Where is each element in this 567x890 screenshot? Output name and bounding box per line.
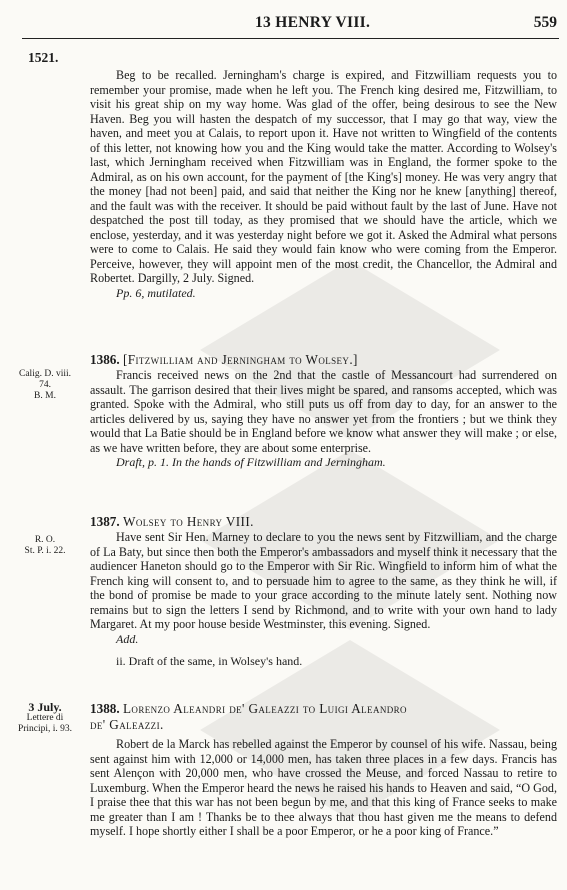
entry-1387-paragraph: Have sent Sir Hen. Marney to declare to you the news sent by Fitzwilliam, and the charge of La Baty, but since then both the Emperor's ambassadors and myself think it necessary that the audiencer Haneton should go to the Emperor with Sir Ric. Wingfield to inform him of what the French king will consent to, and to persuade him to agree to the same, as they think he will, if the bond of promise be made to your grace according to the minute lately sent. Nothing now remains but to sign the letters I send by Richmond, and to write with your own hand to lady Margaret. At my poor house beside Westminster, this evening. Signed.	[90, 530, 557, 631]
entry-1386	[90, 352, 557, 470]
entry-number: 1388.	[90, 701, 120, 716]
entry-number: 1386.	[90, 352, 120, 367]
margin-refs-1387	[6, 535, 84, 557]
ref-1386-line2: 74.	[39, 380, 51, 390]
entry-1387-note: Add.	[116, 631, 139, 646]
entry-1386-heading	[90, 352, 557, 368]
ref-1388-line1: Lettere di	[26, 713, 64, 723]
margin-year	[6, 52, 84, 63]
entry-number: 1387.	[90, 514, 120, 529]
page-header	[0, 14, 567, 36]
entry-1388-heading	[90, 701, 557, 717]
continuation-paragraph: Beg to be recalled. Jerningham's charge is expired, and Fitzwilliam requests you to remember your promise, made when he left you. The French king desired me, Fitzwilliam, to visit his great ship on my way home. Was glad of the offer, being desirous to see the New Haven. Beg you will hasten the despatch of my successor, that I may go that way, view the haven, and meet you at Calais, to report upon it. Have not written to Wingfield of the contents of this letter, not knowing how you and the King would take the matter. According to Wolsey's last, which Jerningham received when Fitzwilliam was in England, the former spoke to the Admiral, as on his own account, for the payment of [the King's] money. He was very angry that the money [had not been] paid, and said that neither the King nor he knew [anything] thereof, and the fault was with the receiver. It should be paid without fault by the last of June. Have not despatched the post till today, as they promised that we should have the article, which we enclose, yesterday, and it was yesterday night before we got it. Asked the Admiral what persons were to come to Calais. He said they would fain know who were coming from the Emperor. Perceive, however, they will appoint men of the most credit, the Chancellor, the Admiral and Robertet. Dargilly, 2 July. Signed.	[90, 68, 557, 285]
continuation-note: Pp. 6, mutilated.	[116, 285, 196, 300]
entry-1387-sub: ii. Draft of the same, in Wolsey's hand.	[116, 654, 303, 668]
ref-1387-line1: R. O.	[34, 535, 56, 545]
entry-1388-heading-line2	[90, 717, 557, 733]
ref-1386-line3: B. M.	[34, 391, 56, 401]
date-1388: 3 July.	[28, 700, 62, 714]
year-label: 1521.	[28, 50, 59, 65]
ref-1388-line2: Principi, i. 93.	[17, 724, 73, 734]
margin-refs-1386	[6, 369, 84, 402]
entry-1387-heading	[90, 514, 557, 530]
running-title: 13 HENRY VIII.	[255, 14, 371, 31]
entry-title: Wolsey to Henry VIII.	[122, 514, 254, 529]
continuation-entry	[90, 68, 557, 300]
entry-title-line2: de' Galeazzi.	[90, 717, 164, 732]
entry-title-line1: Lorenzo Aleandri de' Galeazzi to Luigi Aleandro	[122, 701, 407, 716]
entry-1386-note: Draft, p. 1. In the hands of Fitzwilliam and Jerningham.	[116, 455, 386, 469]
entry-1386-paragraph: Francis received news on the 2nd that the castle of Messancourt had surrendered on assault. The garrison desired that their lives might be spared, and ransoms accepted, which was granted. Spoke with the Admiral, who still puts us off from day to day, for an answer to the articles delivered by us, saying they have no answer yet from the frontiers ; but we think they would that La Batie should be in England before we know what answer they will make ; or else, as we have written before, they are about some enterprise.	[90, 368, 557, 455]
margin-refs-1388	[6, 702, 84, 735]
entry-1388-paragraph: Robert de la Marck has rebelled against the Emperor by counsel of his wife. Nassau, being sent against him with 12,000 or 14,000 men, has taken three places in a few days. Francis has sent Alençon with 20,000 men, who have crossed the Meuse, and forced Nassau to retire to Luxemburg. When the Emperor heard the news he raised his hands to Heaven and said, “O God, I praise thee that this war has not been begun by me, and that this king of France seeks to make me greater than I am ! Thanks be to thee always that thou hast given me the means to defend myself. I hope shortly either I shall be a poor Emperor, or he a poor king of France.”	[90, 737, 557, 838]
entry-title: [Fitzwilliam and Jerningham to Wolsey.]	[122, 352, 358, 367]
entry-1388	[90, 701, 557, 839]
ref-1386-line1: Calig. D. viii.	[19, 369, 71, 379]
page-number: 559	[533, 14, 557, 31]
header-rule	[22, 38, 559, 39]
entry-1387	[90, 514, 557, 669]
ref-1387-line2: St. P. i. 22.	[24, 546, 66, 556]
